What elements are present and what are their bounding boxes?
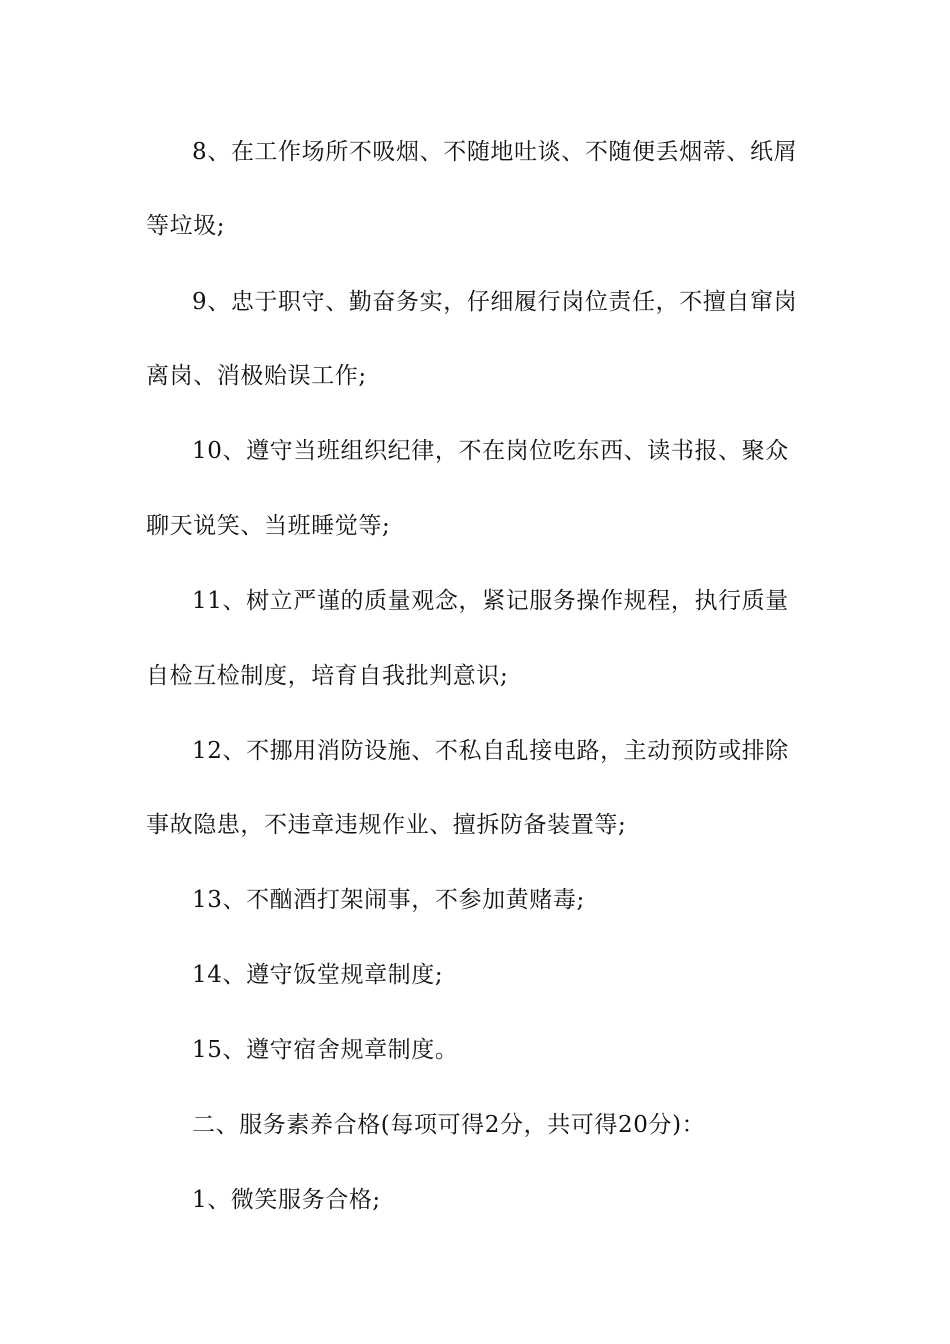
- rule-14: 14、遵守饭堂规章制度;: [192, 962, 444, 988]
- rule-13: 13、不酗酒打架闹事，不参加黄赌毒;: [192, 887, 585, 913]
- rule-11-line-1: 11、树立严谨的质量观念，紧记服务操作规程，执行质量: [192, 588, 789, 614]
- rule-9-line-1: 9、忠于职守、勤奋务实，仔细履行岗位责任，不擅自窜岗: [192, 289, 798, 315]
- rule-9-line-2: 离岗、消极贻误工作;: [146, 363, 367, 389]
- rule-8-line-2: 等垃圾;: [146, 213, 226, 239]
- rule-15: 15、遵守宿舍规章制度。: [192, 1037, 459, 1063]
- rule-10-line-1: 10、遵守当班组织纪律，不在岗位吃东西、读书报、聚众: [192, 438, 789, 464]
- rule-12-line-2: 事故隐患，不违章违规作业、擅拆防备装置等;: [146, 812, 627, 838]
- rule-10-line-2: 聊天说笑、当班睡觉等;: [146, 513, 391, 539]
- rule-8-line-1: 8、在工作场所不吸烟、不随地吐谈、不随便丢烟蒂、纸屑: [192, 139, 798, 165]
- rule-12-line-1: 12、不挪用消防设施、不私自乱接电路，主动预防或排除: [192, 738, 789, 764]
- service-item-1: 1、微笑服务合格;: [192, 1187, 381, 1213]
- rule-11-line-2: 自检互检制度，培育自我批判意识;: [146, 663, 509, 689]
- section-heading: 二、服务素养合格(每项可得2分，共可得20分)：: [192, 1112, 706, 1138]
